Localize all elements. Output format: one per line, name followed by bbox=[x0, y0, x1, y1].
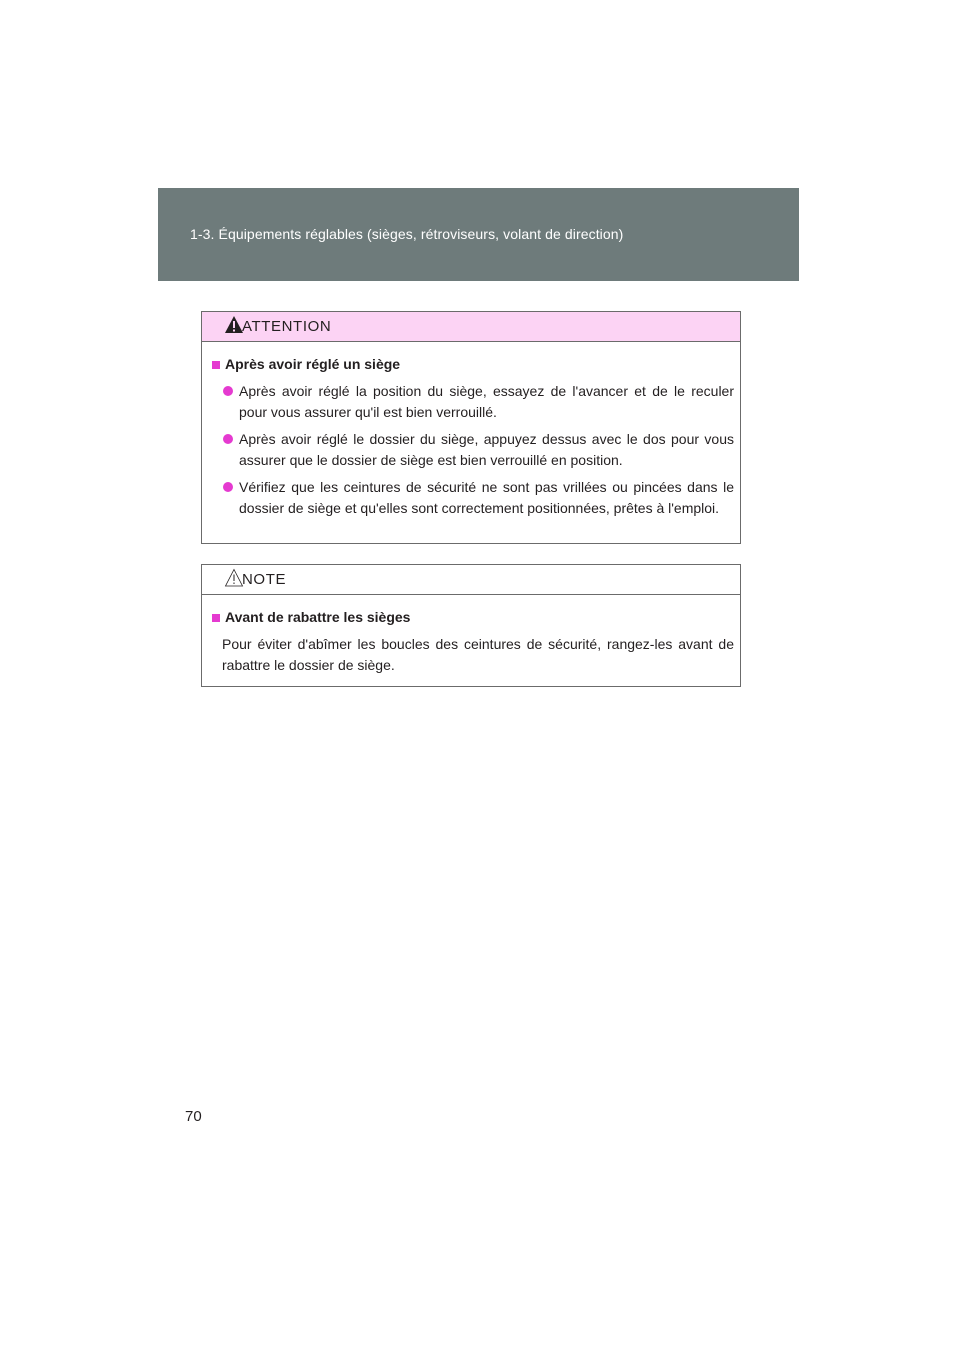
chapter-title: 1-3. Équipements réglables (sièges, rétroviseurs, volant de direction) bbox=[190, 226, 624, 242]
list-item: Après avoir réglé la position du siège, essayez de l'avancer et de le reculer pour vous assurer qu'il est bien verrouillé. bbox=[210, 381, 734, 423]
note-header bbox=[202, 565, 740, 595]
square-bullet-icon bbox=[212, 361, 220, 369]
note-box bbox=[201, 564, 741, 687]
note-label: NOTE bbox=[242, 571, 287, 588]
list-item: Vérifiez que les ceintures de sécurité ne sont pas vrillées ou pincées dans le dossier de siège et qu'elles sont correctement positionnées, prêtes à l'emploi. bbox=[210, 477, 734, 519]
attention-label: ATTENTION bbox=[242, 318, 332, 335]
note-text: Pour éviter d'abîmer les boucles des ceintures de sécurité, rangez-les avant de rabattre le dossier de siège. bbox=[222, 636, 734, 673]
chapter-header-band bbox=[158, 188, 799, 281]
warning-filled-icon bbox=[224, 315, 244, 340]
warning-outline-icon bbox=[224, 568, 244, 593]
circle-bullet-icon bbox=[223, 482, 233, 492]
list-item: Après avoir réglé le dossier du siège, appuyez dessus avec le dos pour vous assurer que le dossier de siège est bien verrouillé en position. bbox=[210, 429, 734, 471]
note-section-title: Avant de rabattre les sièges bbox=[210, 607, 734, 628]
attention-box bbox=[201, 311, 741, 544]
attention-section-title: Après avoir réglé un siège bbox=[210, 354, 734, 375]
square-bullet-icon bbox=[212, 614, 220, 622]
page-number: 70 bbox=[185, 1108, 202, 1125]
attention-header bbox=[202, 312, 740, 342]
circle-bullet-icon bbox=[223, 434, 233, 444]
circle-bullet-icon bbox=[223, 386, 233, 396]
